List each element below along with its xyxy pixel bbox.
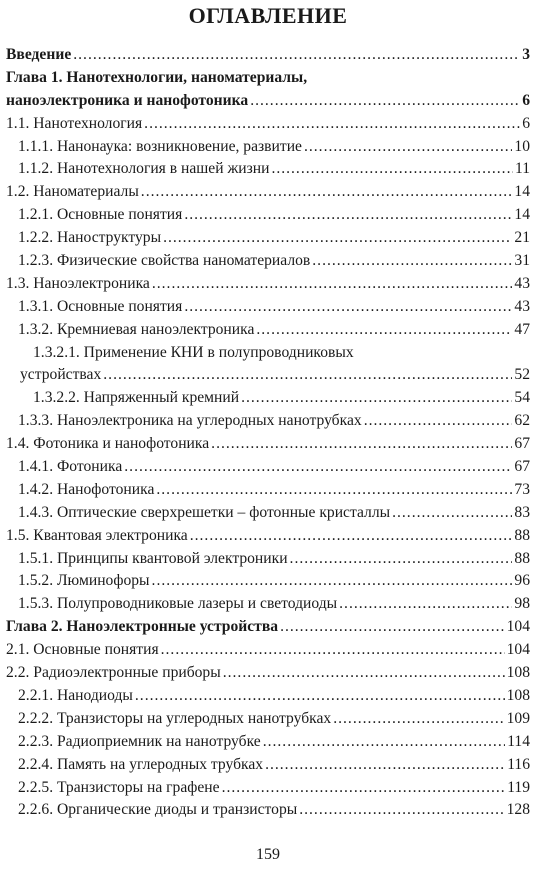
dot-leader <box>152 273 513 296</box>
dot-leader <box>304 136 512 159</box>
toc-entry <box>0 525 536 548</box>
toc-entry-text: 2.2.5. Транзисторы на графене <box>18 778 220 796</box>
toc-entry <box>0 273 536 296</box>
dot-leader <box>184 296 512 319</box>
toc-entry-text: наноэлектроника и нанофотоника <box>6 91 249 109</box>
toc-entry-page: 108 <box>506 686 530 704</box>
dot-leader <box>211 433 512 456</box>
toc-entry-text: 2.2. Радиоэлектронные приборы <box>6 664 221 682</box>
toc-entry <box>0 250 536 273</box>
toc-entry-text: 1.3. Наноэлектроника <box>6 274 150 292</box>
toc-entry-page: 52 <box>514 366 530 384</box>
toc-entry-page: 104 <box>506 618 530 636</box>
toc-entry-text: 1.2.2. Наноструктуры <box>18 229 162 247</box>
dot-leader <box>73 44 520 67</box>
dot-leader <box>161 639 505 662</box>
toc-entry <box>0 456 536 479</box>
toc-entry <box>0 570 536 593</box>
toc-entry-page: 10 <box>514 137 530 155</box>
toc-entry-text: 1.2.1. Основные понятия <box>18 206 183 224</box>
toc-title: ОГЛАВЛЕНИЕ <box>188 3 348 28</box>
page-number: 159 <box>256 846 280 863</box>
toc-entry-page: 3 <box>522 46 530 63</box>
toc-entry <box>0 44 536 67</box>
dot-leader <box>299 799 504 822</box>
toc-entry-page: 109 <box>506 709 530 727</box>
toc-entry <box>0 777 536 800</box>
dot-leader <box>290 548 513 571</box>
dot-leader <box>124 456 512 479</box>
toc-entry-page: 88 <box>514 549 530 567</box>
toc-entry-text: 2.2.3. Радиоприемник на нанотрубке <box>18 732 261 750</box>
toc-entry <box>0 799 536 822</box>
toc-entry-text: 1.2.3. Физические свойства наноматериалов <box>18 252 311 270</box>
toc-entry-page: 21 <box>514 229 530 247</box>
toc-entry <box>0 67 536 90</box>
toc-entry-text: 1.5.1. Принципы квантовой электроники <box>18 549 288 567</box>
toc-entry-page: 114 <box>507 732 530 750</box>
table-of-contents <box>0 44 536 822</box>
dot-leader <box>184 204 512 227</box>
dot-leader <box>241 387 512 410</box>
toc-entry-text: 2.2.6. Органические диоды и транзисторы <box>18 801 298 819</box>
toc-entry <box>0 502 536 525</box>
toc-entry <box>0 479 536 502</box>
toc-entry <box>0 296 536 319</box>
toc-entry-text: 2.2.4. Память на углеродных трубках <box>18 755 264 773</box>
dot-leader <box>333 708 504 731</box>
toc-entry-page: 83 <box>514 503 530 521</box>
toc-entry-text: Глава 2. Наноэлектронные устройства <box>6 618 279 636</box>
toc-entry-text: 1.3.2.2. Напряженный кремний <box>33 389 240 407</box>
toc-entry-page: 119 <box>507 778 530 796</box>
toc-entry <box>0 227 536 250</box>
toc-entry-page: 96 <box>514 572 530 590</box>
dot-leader <box>190 525 513 548</box>
toc-entry-page: 43 <box>514 297 530 315</box>
toc-entry <box>0 639 536 662</box>
toc-entry <box>0 181 536 204</box>
toc-entry <box>0 90 536 113</box>
dot-leader <box>152 570 513 593</box>
toc-entry <box>0 158 536 181</box>
toc-entry-text: 2.2.2. Транзисторы на углеродных нанотрубках <box>18 709 332 727</box>
toc-entry-text: 1.4. Фотоника и нанофотоника <box>6 435 210 453</box>
toc-entry-page: 47 <box>514 320 530 338</box>
toc-entry-page: 31 <box>514 252 530 270</box>
toc-entry <box>0 685 536 708</box>
toc-entry <box>0 113 536 136</box>
toc-entry-text: 1.1.2. Нанотехнология в нашей жизни <box>18 160 270 178</box>
dot-leader <box>250 90 520 113</box>
toc-entry-page: 73 <box>514 480 530 498</box>
toc-entry-page: 6 <box>522 91 530 109</box>
toc-entry-page: 11 <box>514 160 530 178</box>
toc-entry-text: 1.3.1. Основные понятия <box>18 297 183 315</box>
toc-entry-page: 14 <box>514 183 530 201</box>
toc-entry-page: 128 <box>506 801 530 819</box>
toc-entry-text: устройствах <box>20 366 102 384</box>
toc-entry <box>0 387 536 410</box>
toc-entry-text: 2.2.1. Нанодиоды <box>18 686 133 704</box>
toc-entry-page: 67 <box>514 435 530 453</box>
dot-leader <box>312 250 512 273</box>
toc-entry-page: 14 <box>514 206 530 224</box>
toc-entry-page: 6 <box>522 114 530 132</box>
toc-entry-text: 1.3.2. Кремниевая наноэлектроника <box>18 320 255 338</box>
dot-leader <box>141 181 513 204</box>
toc-entry <box>0 319 536 342</box>
dot-leader <box>144 113 520 136</box>
toc-entry-page: 116 <box>507 755 530 773</box>
toc-entry-text: 1.2. Наноматериалы <box>6 183 139 201</box>
toc-entry <box>0 548 536 571</box>
dot-leader <box>271 158 513 181</box>
toc-entry-page: 98 <box>514 595 530 613</box>
dot-leader <box>163 227 512 250</box>
dot-leader <box>364 410 513 433</box>
toc-entry <box>0 754 536 777</box>
toc-entry <box>0 204 536 227</box>
toc-entry-page: 67 <box>514 458 530 476</box>
toc-entry-page: 108 <box>506 664 530 682</box>
toc-entry <box>0 616 536 639</box>
toc-entry-page: 54 <box>514 389 530 407</box>
toc-entry-text: 1.4.2. Нанофотоника <box>18 480 155 498</box>
toc-entry-page: 62 <box>514 412 530 430</box>
toc-entry-text: 1.5.3. Полупроводниковые лазеры и светодиоды <box>18 595 338 613</box>
dot-leader <box>223 662 505 685</box>
toc-entry <box>0 136 536 159</box>
dot-leader <box>156 479 512 502</box>
toc-entry <box>0 593 536 616</box>
toc-entry-text: Глава 1. Нанотехнологии, наноматериалы, <box>6 68 308 86</box>
dot-leader <box>392 502 512 525</box>
toc-entry-text: 1.3.2.1. Применение КНИ в полупроводниковых <box>33 343 354 361</box>
dot-leader <box>263 731 505 754</box>
toc-entry-text: 2.1. Основные понятия <box>6 641 159 659</box>
toc-entry <box>0 342 536 365</box>
dot-leader <box>339 593 512 616</box>
toc-entry <box>0 731 536 754</box>
toc-entry-page: 104 <box>506 641 530 659</box>
toc-entry-page: 88 <box>514 526 530 544</box>
dot-leader <box>280 616 505 639</box>
toc-entry <box>0 364 536 387</box>
toc-entry <box>0 410 536 433</box>
toc-entry-text: 1.1.1. Нанонаука: возникновение, развитие <box>18 137 302 155</box>
toc-entry-page: 43 <box>514 274 530 292</box>
dot-leader <box>135 685 505 708</box>
toc-entry-text: 1.5. Квантовая электроника <box>6 526 188 544</box>
toc-entry <box>0 433 536 456</box>
toc-entry-text: 1.4.1. Фотоника <box>18 458 123 476</box>
toc-entry-text: 1.5.2. Люминофоры <box>18 572 150 590</box>
dot-leader <box>222 777 506 800</box>
toc-entry <box>0 662 536 685</box>
toc-entry-text: 1.1. Нанотехнология <box>6 114 143 132</box>
toc-entry <box>0 708 536 731</box>
dot-leader <box>103 364 512 387</box>
toc-entry-text: 1.3.3. Наноэлектроника на углеродных нанотрубках <box>18 412 362 430</box>
toc-entry-text: 1.4.3. Оптические сверхрешетки – фотонные кристаллы <box>18 503 391 521</box>
dot-leader <box>256 319 512 342</box>
toc-entry-text: Введение <box>6 46 72 63</box>
dot-leader <box>265 754 505 777</box>
